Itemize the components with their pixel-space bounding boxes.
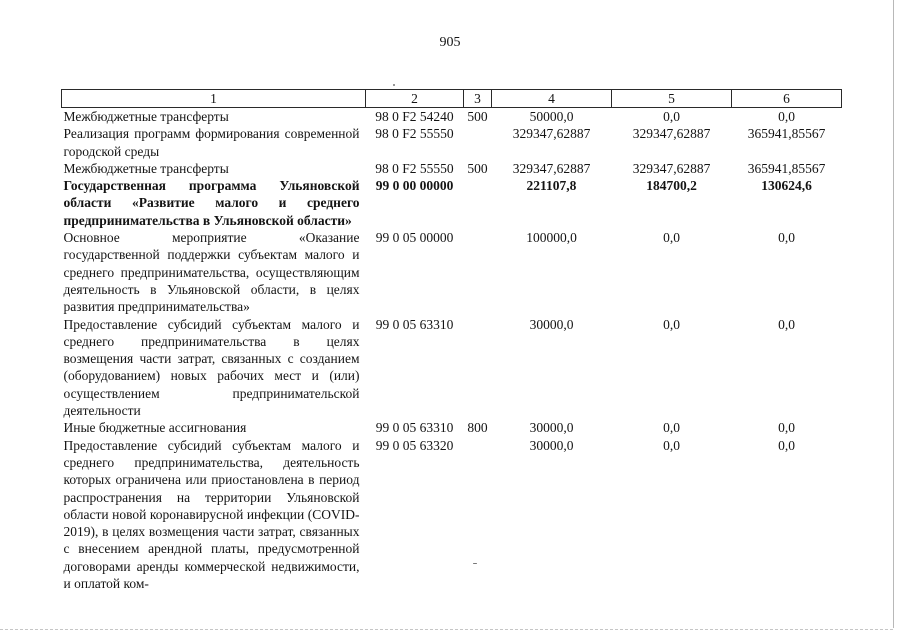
column-header-2: 2 — [366, 90, 464, 108]
row-name: Основное мероприятие «Оказание государственной поддержки субъектам малого и среднего предпринимательства, осуществляющим деятельность в Ульяновской области, в целях развития предпринимательства» — [63, 230, 360, 315]
table-header — [62, 90, 842, 108]
table-row — [62, 316, 842, 420]
row-value-col5: 184700,2 — [646, 178, 697, 194]
row-value-col5: 329347,62887 — [632, 126, 711, 142]
row-name: Реализация программ формирования современной городской среды — [63, 126, 360, 159]
row-code: 98 0 F2 55550 — [375, 126, 454, 142]
row-value-col6: 365941,85567 — [747, 160, 826, 176]
column-header-4: 4 — [492, 90, 612, 108]
page-number: 905 — [439, 35, 461, 50]
row-code: 99 0 05 63310 — [375, 316, 454, 332]
row-code: 99 0 05 63320 — [375, 437, 454, 453]
table-row — [62, 419, 842, 436]
row-value-col4: 30000,0 — [529, 316, 574, 332]
row-code: 99 0 05 63310 — [375, 420, 454, 436]
row-expense-type — [464, 229, 492, 315]
row-value-col5: 0,0 — [663, 230, 680, 246]
row-value-col4: 100000,0 — [526, 230, 577, 246]
row-value-col6: 0,0 — [778, 109, 795, 124]
row-expense-type: 800 — [467, 420, 488, 436]
row-code: 99 0 05 00000 — [375, 230, 454, 246]
column-header-3: 3 — [464, 90, 492, 108]
row-expense-type: 500 — [467, 109, 488, 124]
row-name: Предоставление субсидий субъектам малого и среднего предпринимательства в целях возмещения части затрат, связанных с созданием (оборудованием) новых рабочих мест и (или) осуществлением предпринимательской деятельности — [63, 316, 360, 419]
row-expense-type — [464, 316, 492, 420]
row-value-col4: 329347,62887 — [512, 126, 591, 142]
row-code: 99 0 00 00000 — [375, 178, 454, 194]
row-name: Государственная программа Ульяновской области «Развитие малого и среднего предпринимательства в Ульяновской области» — [63, 178, 360, 228]
row-expense-type — [464, 437, 492, 593]
row-expense-type — [464, 125, 492, 160]
table-row — [62, 108, 842, 126]
row-value-col4: 50000,0 — [529, 109, 574, 124]
row-value-col4: 30000,0 — [529, 437, 574, 453]
row-value-col6: 130624,6 — [761, 178, 812, 194]
row-name: Межбюджетные трансферты — [63, 109, 229, 124]
row-value-col5: 0,0 — [663, 316, 680, 332]
row-code: 98 0 F2 55550 — [375, 160, 454, 176]
scan-edge-bottom — [0, 629, 893, 630]
table-row — [62, 437, 842, 593]
row-value-col5: 0,0 — [663, 109, 680, 124]
row-value-col5: 0,0 — [663, 437, 680, 453]
column-header-6: 6 — [732, 90, 842, 108]
row-value-col6: 0,0 — [778, 420, 795, 436]
row-value-col4: 329347,62887 — [512, 160, 591, 176]
row-value-col6: 0,0 — [778, 316, 795, 332]
budget-table — [61, 89, 842, 592]
table-row-program — [62, 177, 842, 229]
row-value-col5: 0,0 — [663, 420, 680, 436]
row-name: Межбюджетные трансферты — [63, 160, 229, 176]
row-expense-type: 500 — [467, 160, 488, 176]
row-value-col4: 221107,8 — [526, 178, 577, 194]
table-row — [62, 125, 842, 160]
table-body — [62, 108, 842, 593]
row-name: Иные бюджетные ассигнования — [63, 420, 247, 436]
table-row — [62, 160, 842, 177]
column-header-5: 5 — [612, 90, 732, 108]
row-expense-type — [464, 177, 492, 229]
row-code: 98 0 F2 54240 — [375, 109, 454, 124]
row-value-col6: 0,0 — [778, 437, 795, 453]
row-value-col6: 365941,85567 — [747, 126, 826, 142]
table-row — [62, 229, 842, 315]
row-value-col4: 30000,0 — [529, 420, 574, 436]
row-name: Предоставление субсидий субъектам малого и среднего предпринимательства, деятельность которых ограничена или приостановлена в период распространения на территории Ульяновской области новой коронавирусной инфекции (COVID-2019), в целях возмещения части затрат, связанных с внесением арендной платы, предусмотренной договорами аренды коммерческой недвижимости, и оплатой ком- — [63, 437, 360, 592]
stray-dot — [393, 84, 395, 86]
row-value-col5: 329347,62887 — [632, 160, 711, 176]
scan-edge-right — [893, 0, 894, 628]
column-header-1: 1 — [62, 90, 366, 108]
row-value-col6: 0,0 — [778, 230, 795, 246]
header-row — [62, 90, 842, 108]
